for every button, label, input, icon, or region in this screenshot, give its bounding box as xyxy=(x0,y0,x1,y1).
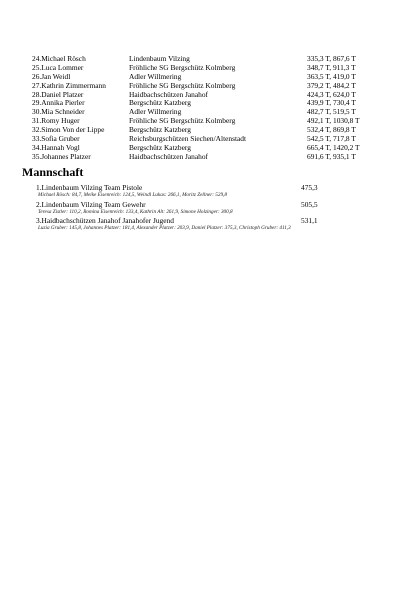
shooter-name: 32.Simon Von der Lippe xyxy=(32,125,105,135)
club-name: Reichsburgschützen Siechen/Altenstadt xyxy=(129,134,247,144)
shooter-name: 31.Romy Huger xyxy=(32,116,80,126)
shooter-score: 335,3 T, 867,6 T xyxy=(307,54,356,63)
club-name: Lindenbaum Vilzing xyxy=(129,54,190,63)
team-members: Teresa Zistler: 110,2, Romina Eisenreich: 133,4, Kathrin Alt: 261,9, Simone Holzinger: 300,8 xyxy=(38,208,233,215)
shooter-score: 492,1 T, 1030,8 T xyxy=(307,116,360,126)
club-name: Fröhliche SG Bergschütz Kolmberg xyxy=(129,80,236,90)
team-members: Michael Rösch: 84,7, Meike Eisenreich: 124,5, Weindl Lukas: 266,1, Moritz Zellner: 529,8 xyxy=(38,192,227,198)
shooter-score: 363,5 T, 419,0 T xyxy=(307,71,356,81)
club-name: Adler Willmering xyxy=(129,71,182,81)
club-name: Bergschütz Katzberg xyxy=(129,125,191,135)
team-members: Luzia Gruber: 145,8, Johannes Platzer: 181,4, Alexander Platzer: 203,9, Daniel Platzer: 375,3, Christoph Gruber: 411,3 xyxy=(38,225,291,232)
shooter-name: 29.Annika Pierler xyxy=(32,98,85,108)
shooter-score: 665,4 T, 1420,2 T xyxy=(307,142,360,152)
shooter-score: 482,7 T, 519,5 T xyxy=(307,107,356,117)
club-name: Fröhliche SG Bergschütz Kolmberg xyxy=(129,116,236,126)
team-header xyxy=(36,183,356,192)
club-name: Haidbachschützen Janahof xyxy=(129,151,209,161)
club-name: Bergschütz Katzberg xyxy=(129,142,191,152)
team-score: 475,3 xyxy=(301,183,318,192)
shooter-name: 33.Sofia Gruber xyxy=(32,134,80,144)
ranking-list xyxy=(32,55,372,162)
shooter-score: 542,5 T, 717,8 T xyxy=(307,134,356,144)
club-name: Fröhliche SG Bergschütz Kolmberg xyxy=(129,62,236,72)
ranking-row xyxy=(32,153,372,162)
team-name: 3.Haidbachschützen Janahof Janahofer Jugend xyxy=(36,216,174,226)
shooter-score: 348,7 T, 911,3 T xyxy=(307,62,356,72)
shooter-score: 379,2 T, 484,2 T xyxy=(307,80,356,90)
team-section-title: Mannschaft xyxy=(22,165,84,179)
shooter-name: 27.Kathrin Zimmermann xyxy=(32,80,106,90)
shooter-score: 532,4 T, 869,8 T xyxy=(307,125,356,135)
shooter-name: 24.Michael Rösch xyxy=(32,54,86,63)
shooter-score: 691,6 T, 935,1 T xyxy=(307,151,356,161)
shooter-score: 424,3 T, 624,0 T xyxy=(307,89,356,99)
shooter-name: 34.Hannah Vogl xyxy=(32,142,80,152)
team-entry xyxy=(36,200,356,216)
team-entry xyxy=(36,183,356,199)
team-header xyxy=(36,216,356,225)
club-name: Bergschütz Katzberg xyxy=(129,98,191,108)
team-header xyxy=(36,200,356,209)
shooter-name: 28.Daniel Platzer xyxy=(32,89,84,99)
team-score: 531,1 xyxy=(301,216,318,226)
shooter-name: 25.Luca Lommer xyxy=(32,62,84,72)
team-entry xyxy=(36,216,356,232)
club-name: Haidbachschützen Janahof xyxy=(129,89,209,99)
shooter-name: 35.Johannes Platzer xyxy=(32,151,91,161)
club-name: Adler Willmering xyxy=(129,107,182,117)
shooter-name: 26.Jan Weidl xyxy=(32,71,71,81)
team-name: 1.Lindenbaum Vilzing Team Pistole xyxy=(36,183,143,192)
team-score: 505,5 xyxy=(301,199,318,209)
shooter-score: 439,9 T, 730,4 T xyxy=(307,98,356,108)
team-list xyxy=(36,183,356,233)
team-name: 2.Lindenbaum Vilzing Team Gewehr xyxy=(36,199,146,209)
shooter-name: 30.Mia Schneider xyxy=(32,107,85,117)
